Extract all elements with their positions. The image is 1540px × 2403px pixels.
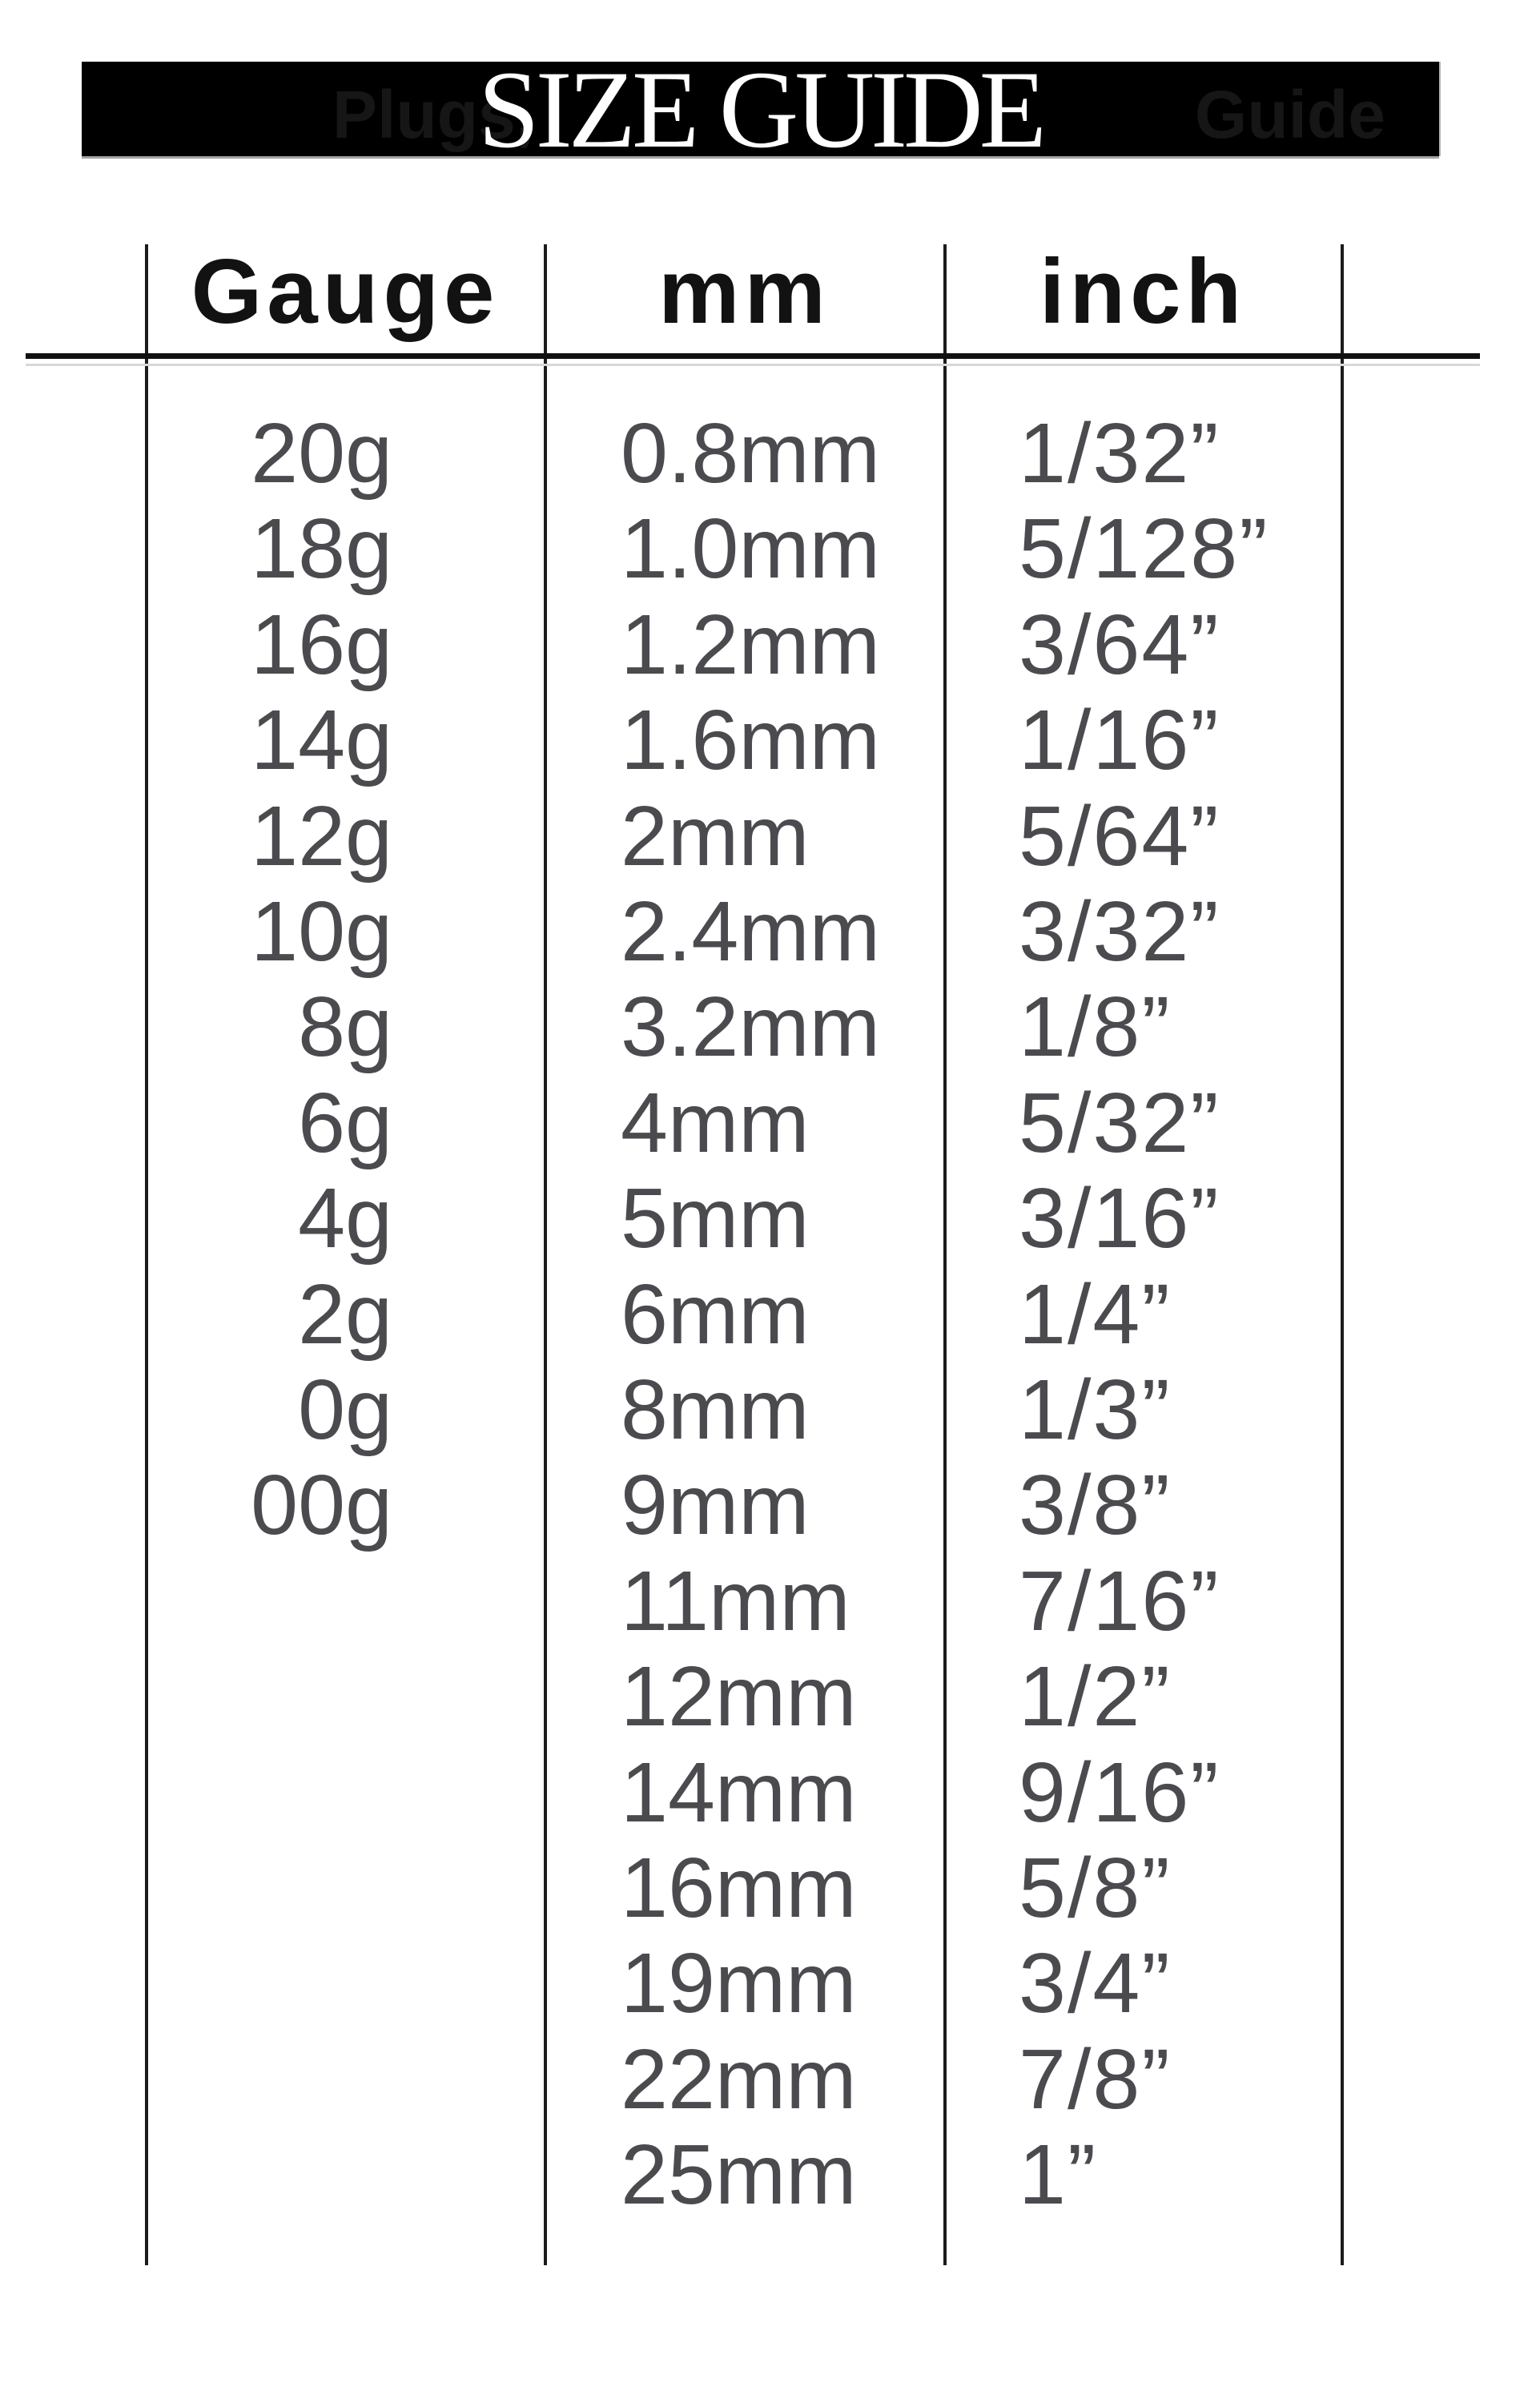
gauge-cell [147, 1840, 392, 1936]
inch-cell: 1/16” [1019, 693, 1220, 788]
mm-cell: 22mm [621, 2031, 857, 2127]
table-row [0, 1266, 1540, 1363]
gauge-cell: 16g [251, 597, 392, 692]
gauge-cell: 00g [251, 1458, 392, 1553]
inch-cell: 7/8” [1019, 2031, 1172, 2127]
gauge-cell: 6g [298, 1075, 392, 1170]
gauge-cell: 20g [251, 406, 392, 501]
mm-cell: 14mm [621, 1745, 857, 1840]
table-row [0, 1075, 1540, 1171]
inch-cell: 1/8” [1019, 980, 1172, 1075]
table-row [0, 1362, 1540, 1458]
mm-cell: 2.4mm [621, 884, 880, 979]
column-header-mm: mm [658, 241, 830, 343]
mm-cell: 9mm [621, 1458, 810, 1553]
gauge-cell [147, 1553, 392, 1649]
mm-cell: 1.6mm [621, 693, 880, 788]
mm-cell: 25mm [621, 2127, 857, 2223]
inch-cell: 1/3” [1019, 1363, 1172, 1457]
mm-cell: 0.8mm [621, 406, 880, 501]
mm-cell: 3.2mm [621, 980, 880, 1075]
inch-cell: 7/16” [1019, 1553, 1220, 1648]
table-row [0, 692, 1540, 788]
table-row [0, 1648, 1540, 1745]
mm-cell: 1.2mm [621, 597, 880, 692]
gauge-cell [147, 1745, 392, 1841]
table-row [0, 1935, 1540, 2031]
table-row [0, 597, 1540, 693]
table-row [0, 1745, 1540, 1841]
mm-cell: 2mm [621, 788, 810, 884]
table-row [0, 1457, 1540, 1553]
gauge-cell: 8g [298, 980, 392, 1075]
gauge-cell: 0g [298, 1363, 392, 1457]
banner-ghost-text-left: Plugs, [332, 77, 535, 152]
inch-cell: 5/32” [1019, 1075, 1220, 1170]
gauge-cell [147, 1935, 392, 2031]
mm-cell: 19mm [621, 1936, 857, 2031]
inch-cell: 1” [1019, 2127, 1098, 2223]
gauge-cell [147, 2127, 392, 2223]
inch-cell: 5/8” [1019, 1841, 1172, 1935]
mm-cell: 8mm [621, 1363, 810, 1457]
table-row [0, 884, 1540, 980]
mm-cell: 1.0mm [621, 501, 880, 597]
column-header-gauge: Gauge [191, 241, 500, 343]
table-row [0, 2031, 1540, 2127]
gauge-cell: 18g [251, 501, 392, 597]
mm-cell: 11mm [621, 1553, 850, 1648]
table-row [0, 2127, 1540, 2223]
inch-cell: 1/32” [1019, 406, 1220, 501]
gauge-cell: 14g [251, 693, 392, 788]
mm-cell: 16mm [621, 1841, 857, 1935]
inch-cell: 1/4” [1019, 1266, 1172, 1362]
mm-cell: 5mm [621, 1171, 810, 1266]
table-row [0, 405, 1540, 501]
table-row [0, 1553, 1540, 1649]
inch-cell: 9/16” [1019, 1745, 1220, 1840]
page-title: SIZE GUIDE [477, 48, 1043, 171]
gauge-cell [147, 2031, 392, 2127]
mm-cell: 4mm [621, 1075, 810, 1170]
table-row [0, 501, 1540, 597]
inch-cell: 1/2” [1019, 1649, 1172, 1745]
inch-cell: 3/64” [1019, 597, 1220, 692]
table-row [0, 1840, 1540, 1936]
gauge-cell: 2g [298, 1266, 392, 1362]
gauge-cell: 4g [298, 1171, 392, 1266]
table-row [0, 788, 1540, 884]
column-header-inch: inch [1039, 241, 1247, 343]
inch-cell: 5/128” [1019, 501, 1269, 597]
inch-cell: 3/8” [1019, 1458, 1172, 1553]
gauge-cell: 10g [251, 884, 392, 979]
gauge-cell: 12g [251, 788, 392, 884]
table-row [0, 979, 1540, 1075]
gauge-cell [147, 1648, 392, 1745]
table-row [0, 1170, 1540, 1266]
banner-ghost-text-right: Guide [1195, 77, 1386, 152]
inch-cell: 3/4” [1019, 1936, 1172, 2031]
mm-cell: 6mm [621, 1266, 810, 1362]
inch-cell: 3/32” [1019, 884, 1220, 979]
mm-cell: 12mm [621, 1649, 857, 1745]
inch-cell: 5/64” [1019, 788, 1220, 884]
inch-cell: 3/16” [1019, 1171, 1220, 1266]
